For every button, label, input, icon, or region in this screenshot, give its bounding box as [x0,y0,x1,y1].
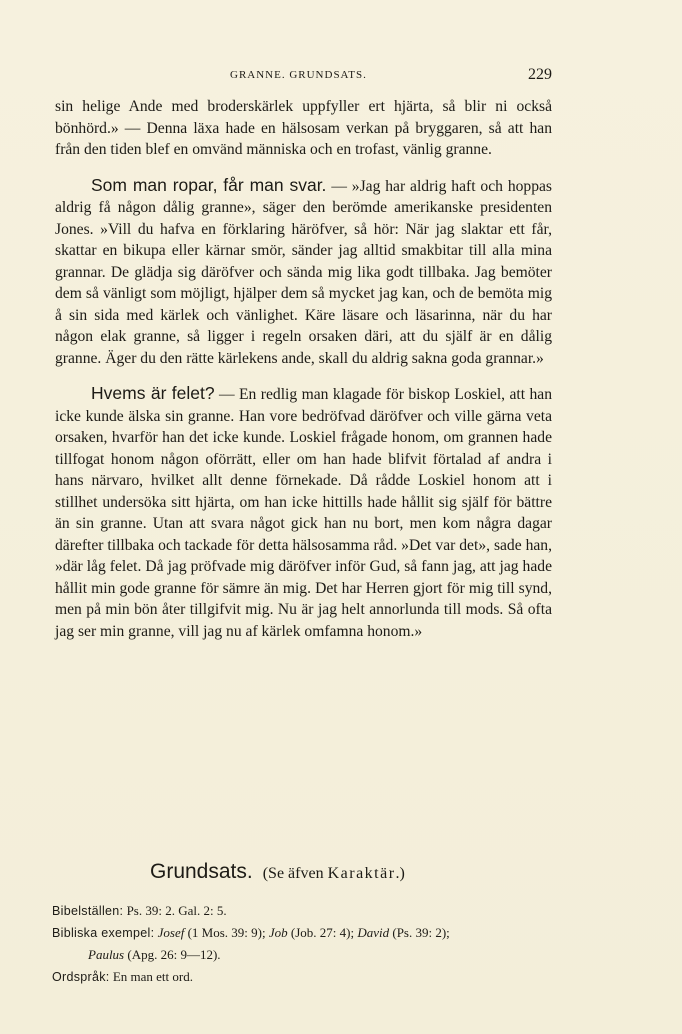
section-heading: Hvems är felet? [91,383,215,403]
note-open: (Se äfven [262,865,328,882]
exempel-josef-ref: (1 Mos. 39: 9); [184,925,269,940]
running-head: GRANNE. GRUNDSATS. [230,69,367,81]
paragraph-som-man-ropar [55,175,552,370]
exempel-david-ref: (Ps. 39: 2); [389,925,450,940]
bibelstallen-label: Bibelställen: [52,904,124,918]
exempel-job-ref: (Job. 27: 4); [287,925,358,940]
exempel-paulus: Paulus [88,947,125,962]
paragraph-hvems-ar-felet [55,383,552,642]
bibliska-exempel-continuation [52,944,562,966]
body-text [55,96,552,642]
bibliska-exempel-line [52,922,562,944]
bibliska-exempel-label: Bibliska exempel: [52,926,155,940]
paragraph-text: sin helige Ande med broderskärlek uppfyller ert hjärta, så blir ni också bönhörd.» — Denna läxa hade en hälsosam verkan på bryggaren, så att han från den tiden blef en omvänd människa och en trofast, vänlig granne. [55,98,552,158]
grundsats-note [263,865,405,882]
bibelstallen-refs: Ps. 39: 2. Gal. 2: 5. [126,903,227,918]
exempel-job: Job [268,925,288,940]
section-heading: Som man ropar, får man svar. [91,174,327,195]
exempel-david: David [357,925,390,940]
note-reference: Karaktär [327,865,396,882]
page-number: 229 [528,66,552,83]
ordsprak-label: Ordspråk: [52,970,110,984]
paragraph-text: — En redlig man klagade för biskop Loskiel, att han icke kunde älska sin granne. Han vore bedröfvad däröfver och ville gärna veta orsaken, hvarför han det icke kunde. Loskiel frågade honom, om grannen hade tillfogat honom någon oförrätt, eller om han hade blifvit förtalad af andra i hans närvaro, hvilket allt denne förnekade. Då rådde Loskiel honom att i stillhet undersöka sitt hjärta, om han icke hittills hade hållit sig själf för bättre än sin granne. Utan att svara något gick han nu bort, men kom några dagar därefter tillbaka och tackade för detta hälsosamma råd. »Det var det», sade han, »där låg felet. Då jag pröfvade mig däröfver inför Gud, så fann jag, att jag hade hållit min gode granne för sämre än mig. Det har Herren gjort för mig till synd, men på min bön åter tillgifvit mig. Nu är jag helt annorlunda till mods. Så ofta jag ser min granne, vill jag nu af kärlek omfamna honom.» [55,386,552,640]
references [52,900,562,988]
grundsats-title: Grundsats. [150,860,253,883]
ordsprak-text: En man ett ord. [112,969,193,984]
exempel-josef: Josef [157,925,185,940]
page-header [55,66,552,86]
paragraph-text: — »Jag har aldrig haft och hoppas aldrig få någon dålig granne», säger den berömde amerikanske presidenten Jones. »Vill du hafva en förklaring häröfver, så hör: När jag slaktar ett får, skattar en bikupa eller kärnar smör, sänder jag alltid smakbitar till alla mina grannar. De glädja sig däröfver och sända mig lika godt tillbaka. Jag bemöter dem så vänligt som möjligt, hjälper dem så mycket jag kan, och de bemöta mig å sin sida med kärlek och vänlighet. Käre läsare och läsarinna, när du har någon elak granne, så ligger i regeln orsaken däri, att du själf är en dålig granne. Äger du den rätte kärlekens ande, skall du aldrig sakna goda grannar.» [55,177,553,367]
grundsats-heading [150,860,570,884]
ordsprak-line [52,966,562,988]
paragraph-continuation [55,96,552,161]
bibelstallen-line [52,900,562,922]
note-close: .) [395,865,405,882]
exempel-paulus-ref: (Apg. 26: 9—12). [124,947,221,962]
